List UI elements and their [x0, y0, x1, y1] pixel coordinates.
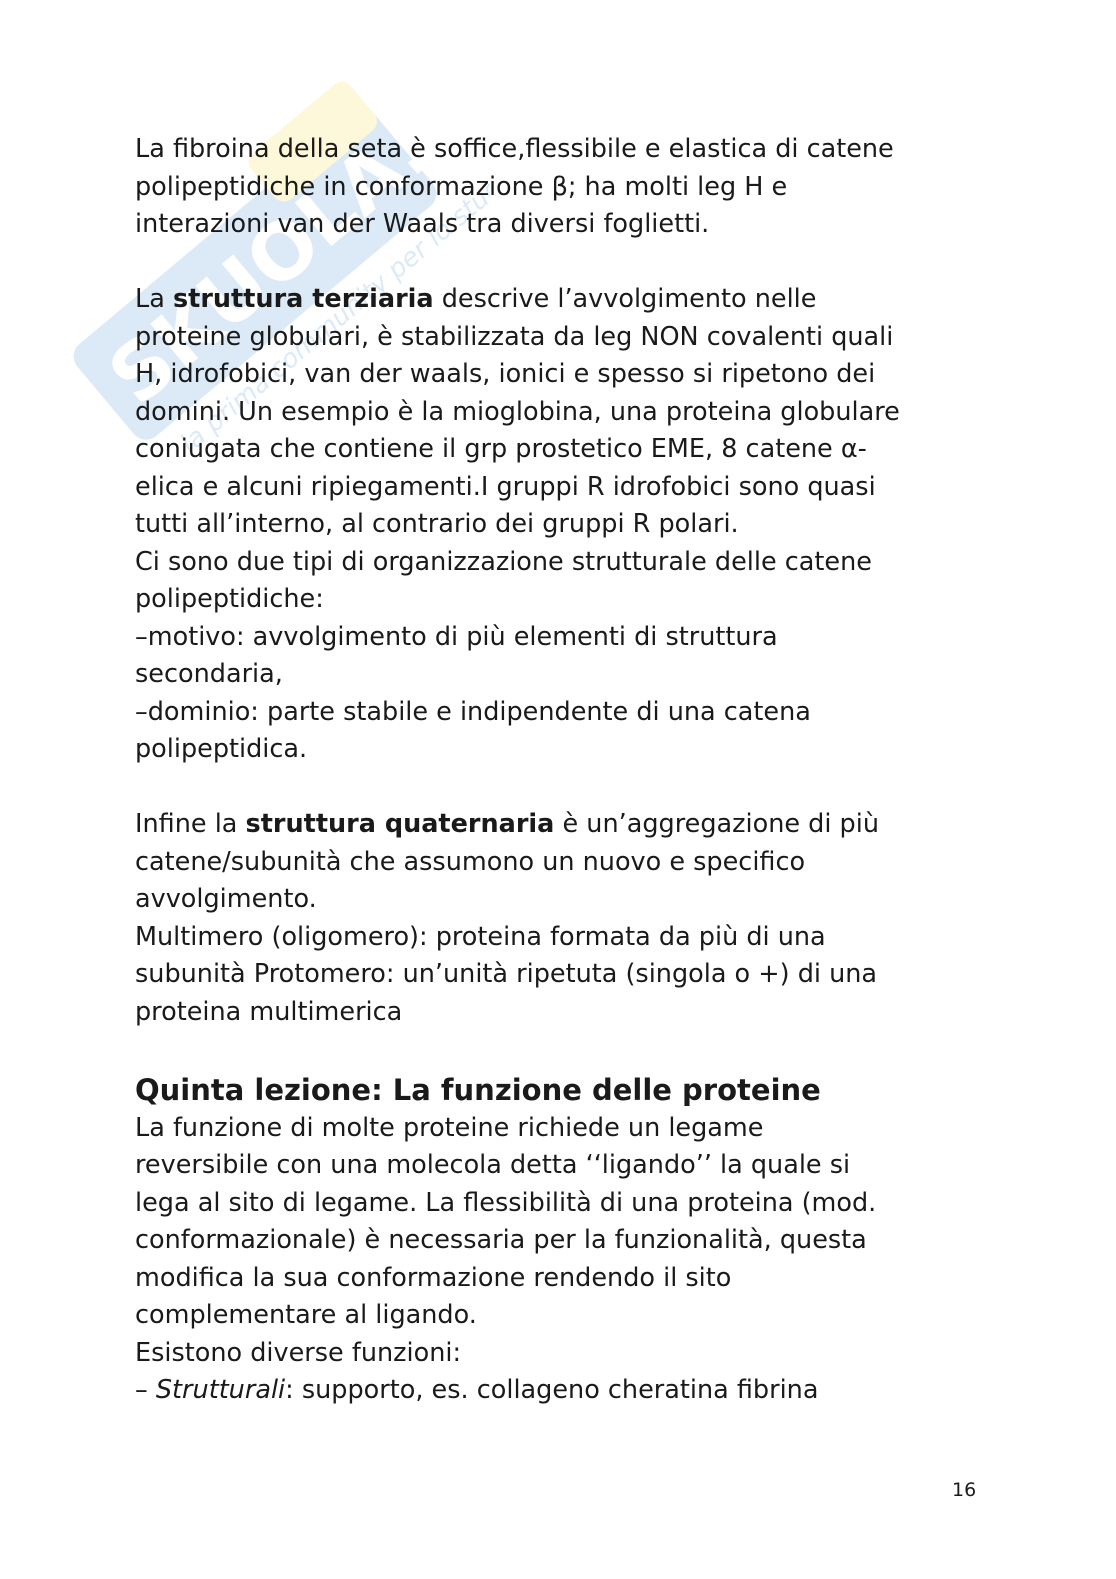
text-line: proteine globulari, è stabilizzata da leg NON covalenti quali [135, 321, 894, 352]
text-line [135, 806, 995, 844]
text-line: catene/subunità che assumono un nuovo e specifico [135, 846, 806, 877]
text-line: polipeptidiche in conformazione β; ha molti leg H e [135, 171, 788, 202]
text-line: subunità Protomero: un’unità ripetuta (singola o +) di una [135, 959, 878, 989]
bold-term: struttura terziaria [172, 284, 434, 314]
text-line: reversibile con una molecola detta ‘‘ligando’’ la quale si [135, 1150, 851, 1180]
paragraph-spacer [135, 244, 995, 282]
text-line [135, 1372, 995, 1410]
text-line: modifica la sua conformazione rendendo il sito [135, 1262, 732, 1293]
page-number: 16 [952, 1479, 977, 1501]
text-line: H, idrofobici, van der waals, ionici e spesso si ripetono dei [135, 359, 876, 389]
text-line: proteina multimerica [135, 996, 403, 1027]
text-line [135, 281, 995, 319]
text-line: Multimero (oligomero): proteina formata da più di una [135, 921, 826, 952]
text-run: Infine la [135, 809, 246, 839]
text-line: Esistono diverse funzioni: [135, 1337, 462, 1368]
text-line: secondaria, [135, 659, 283, 689]
text-line: avvolgimento. [135, 884, 317, 914]
paragraph-funzione-proteine [135, 1110, 995, 1410]
text-run: : supporto, es. collageno cheratina fibrina [285, 1375, 819, 1405]
text-line: lega al sito di legame. La flessibilità di una proteina (mod. [135, 1187, 877, 1218]
text-line: Ci sono due tipi di organizzazione strutturale delle catene [135, 546, 872, 577]
paragraph-spacer [135, 769, 995, 807]
text-line: –motivo: avvolgimento di più elementi di struttura [135, 621, 778, 652]
text-line: –dominio: parte stabile e indipendente di una catena [135, 696, 811, 727]
watermark-tagline: la prima community per lo studente [174, 135, 490, 460]
text-line: interazioni van der Waals tra diversi foglietti. [135, 209, 710, 239]
text-run: descrive l’avvolgimento nelle [433, 284, 817, 314]
text-line: La fibroina della seta è soffice,flessibile e elastica di catene [135, 134, 894, 164]
paragraph-struttura-quaternaria [135, 806, 995, 1031]
text-line: polipeptidica. [135, 734, 308, 764]
text-run: La [135, 284, 173, 314]
text-run: – [135, 1375, 156, 1405]
text-line: domini. Un esempio è la mioglobina, una proteina globulare [135, 396, 900, 427]
text-line: La funzione di molte proteine richiede un legame [135, 1112, 764, 1143]
document-body [135, 131, 995, 1410]
italic-term: Strutturali [155, 1375, 286, 1405]
section-heading: Quinta lezione: La funzione delle proteine [135, 1072, 821, 1107]
text-line: elica e alcuni ripiegamenti.I gruppi R idrofobici sono quasi [135, 471, 876, 502]
paragraph-fibroina [135, 131, 995, 244]
paragraph-struttura-terziaria [135, 281, 995, 769]
paragraph-spacer [135, 1031, 995, 1069]
bold-term: struttura quaternaria [245, 809, 555, 839]
text-line: tutti all’interno, al contrario dei gruppi R polari. [135, 509, 739, 539]
text-line: polipeptidiche: [135, 584, 324, 614]
text-run: è un’aggregazione di più [554, 809, 879, 839]
watermark-brand: SKUOLA.net [92, 40, 490, 423]
text-line: conformazionale) è necessaria per la funzionalità, questa [135, 1225, 867, 1255]
text-line: coniugata che contiene il grp prostetico EME, 8 catene α- [135, 434, 867, 464]
text-line: complementare al ligando. [135, 1300, 477, 1330]
